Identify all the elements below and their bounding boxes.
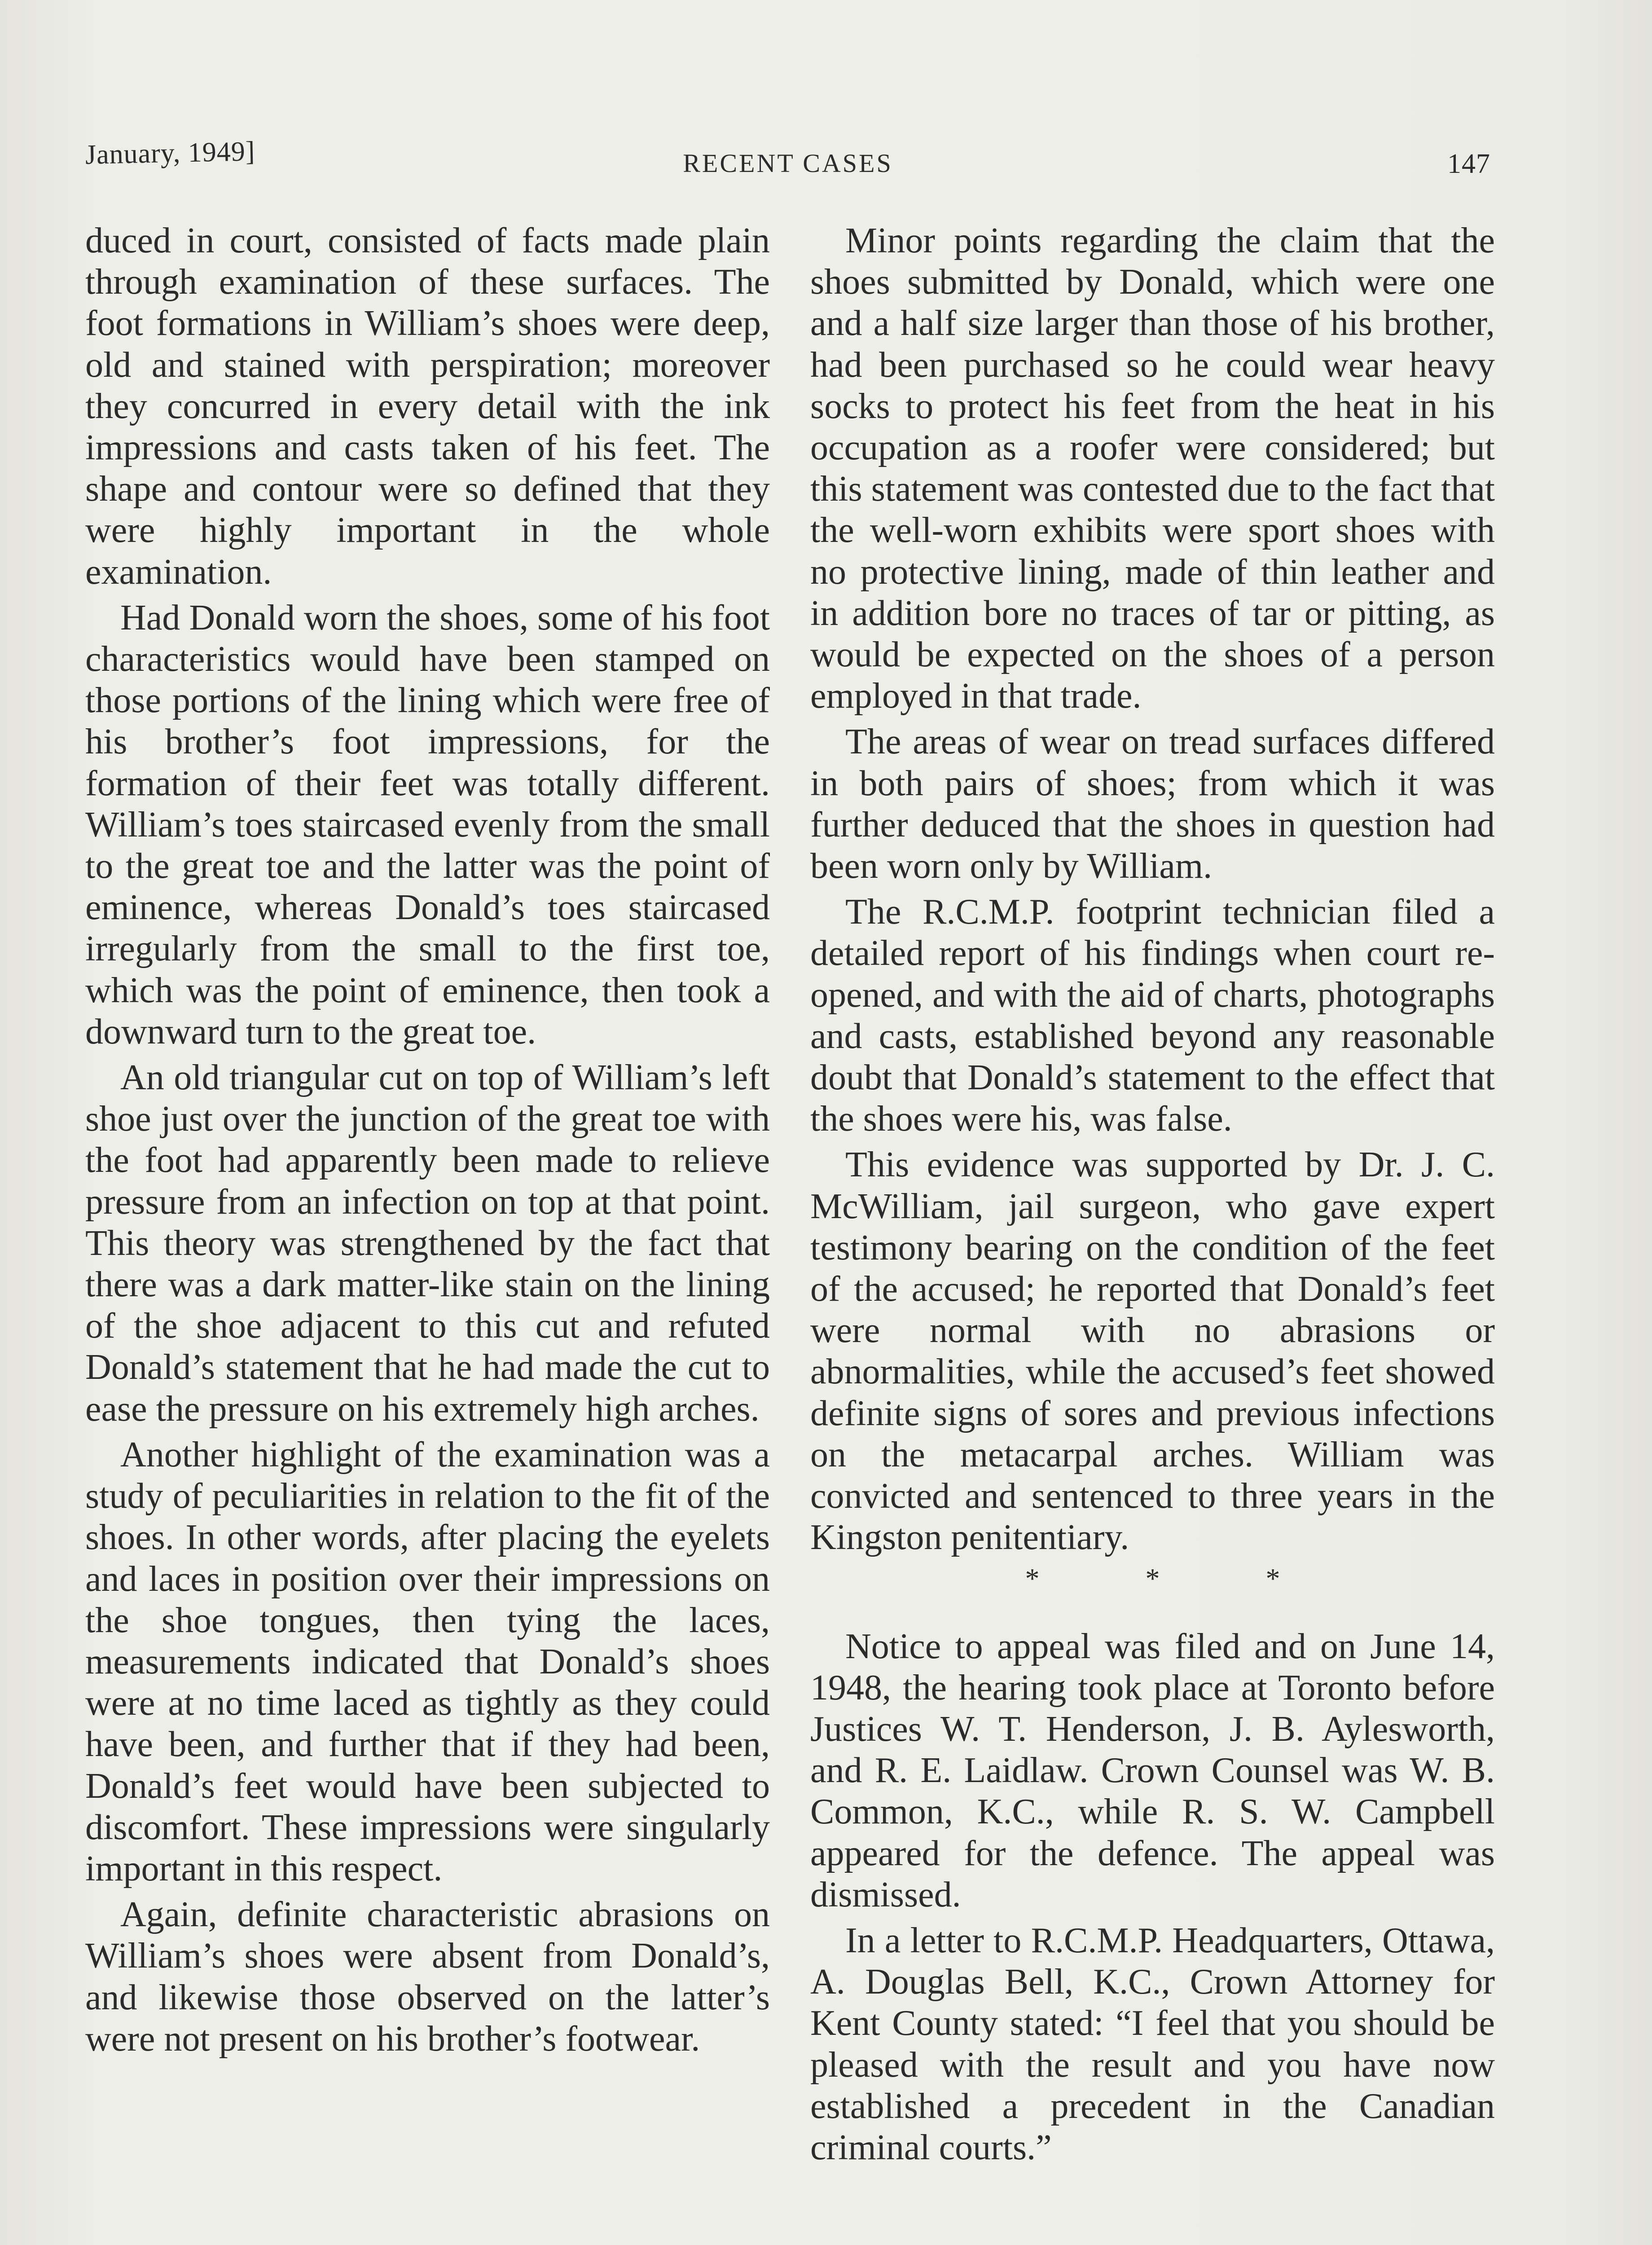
paragraph: Minor points regarding the claim that the shoes submitted by Donald, which were one and a half size larger than those of his brother, had been purchased so he could wear heavy socks to protect his feet from the heat in his occupation as a roofer were considered; but this statement was contested due to the fact that the well-worn exhibits were sport shoes with no protective lining, made of thin leather and in addition bore no traces of tar or pitting, as would be expected on the shoes of a person employed in that trade. [810, 221, 1495, 716]
paragraph: Had Donald worn the shoes, some of his foot characteristics would have been stamped on those portions of the lining which were free of his brother’s foot impressions, for the formation of their feet was totally different. William’s toes staircased evenly from the small to the great toe and the latter was the point of eminence, whereas Donald’s toes staircased irregularly from the small to the first toe, which was the point of eminence, then took a downward turn to the great toe. [85, 598, 770, 1052]
paragraph: Again, definite characteristic abrasions on William’s shoes were absent from Donald’s, and likewise those observed on the latter’s were not present on his brother’s footwear. [85, 1895, 770, 2059]
paragraph: The R.C.M.P. footprint technician filed a detailed report of his findings when court re-opened, and with the aid of charts, photographs and casts, established beyond any reasonable doubt that Donald’s statement to the effect that the shoes were his, was false. [810, 892, 1495, 1139]
paragraph: The areas of wear on tread surfaces differed in both pairs of shoes; from which it was further deduced that the shoes in question had been worn only by William. [810, 722, 1495, 886]
header-section-title: RECENT CASES [683, 149, 893, 178]
paragraph: duced in court, consisted of facts made plain through examination of these surfaces. The foot formations in William’s shoes were deep, old and stained with perspiration; moreover they concurred in every detail with the ink impressions and casts taken of his feet. The shape and contour were so defined that they were highly important in the whole examination. [85, 221, 770, 592]
paragraph: Another highlight of the examination was a study of peculiarities in relation to the fit of the shoes. In other words, after placing the eyelets and laces in position over their impressions on the shoe tongues, then tying the laces, measurements indicated that Donald’s shoes were at no time laced as tightly as they could have been, and further that if they had been, Donald’s feet would have been subjected to discomfort. These impressions were singularly important in this respect. [85, 1435, 770, 1888]
paragraph: An old triangular cut on top of William’s left shoe just over the junction of the great toe with the foot had apparently been made to relieve pressure from an infection on top at that point. This theory was strengthened by the fact that there was a dark matter-like stain on the lining of the shoe adjacent to this cut and refuted Donald’s statement that he had made the cut to ease the pressure on his extremely high arches. [85, 1058, 770, 1429]
right-column [810, 220, 1495, 2173]
section-break-asterisks: * * * [1025, 1562, 1280, 1594]
header-date: January, 1949] [85, 136, 256, 170]
page-number: 147 [1447, 149, 1490, 179]
paragraph: In a letter to R.C.M.P. Headquarters, Ottawa, A. Douglas Bell, K.C., Crown Attorney for Kent County stated: “I feel that you should be pleased with the result and you have now established a precedent in the Canadian criminal courts.” [810, 1920, 1495, 2167]
paragraph: Notice to appeal was filed and on June 14, 1948, the hearing took place at Toronto before Justices W. T. Henderson, J. B. Aylesworth, and R. E. Laidlaw. Crown Counsel was W. B. Common, K.C., while R. S. W. Campbell appeared for the defence. The appeal was dismissed. [810, 1626, 1495, 1915]
paragraph: This evidence was supported by Dr. J. C. McWilliam, jail surgeon, who gave expert testimony bearing on the condition of the feet of the accused; he reported that Donald’s feet were normal with no abrasions or abnormalities, while the accused’s feet showed definite signs of sores and previous infections on the metacarpal arches. William was convicted and sentenced to three years in the Kingston penitentiary. [810, 1145, 1495, 1558]
running-head [85, 135, 1490, 189]
left-column [85, 220, 770, 2064]
